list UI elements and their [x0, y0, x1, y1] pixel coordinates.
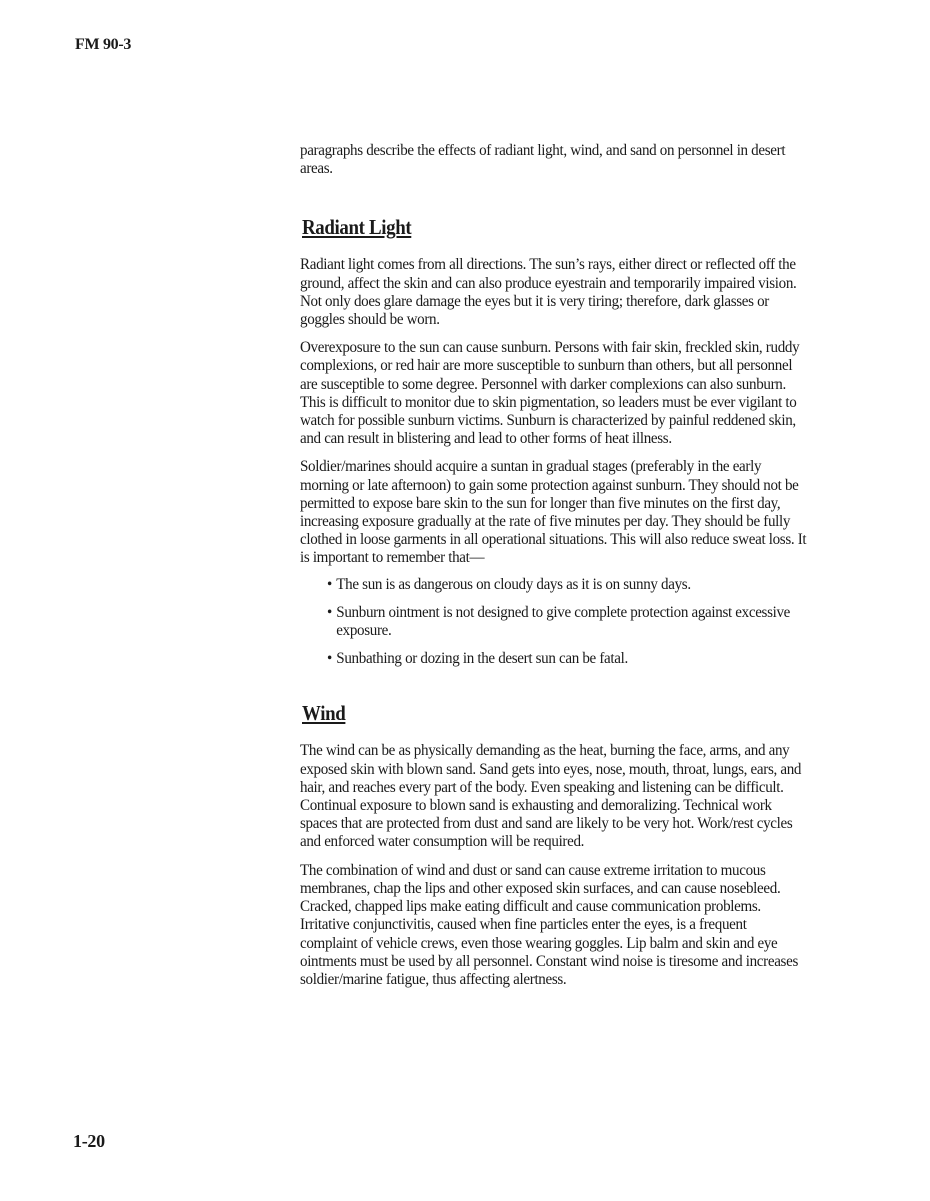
list-item: [327, 649, 811, 667]
radiant-light-paragraph: Soldier/marines should acquire a suntan in gradual stages (preferably in the early morning or late afternoon) to gain some protection against sunburn. They should not be permitted to expose bare skin to the sun for longer than five minutes on the first day, increasing exposure gradually at the rate of five minutes per day. They should be fully clothed in loose garments in all operational situations. This will also reduce sweat loss. It is important to remember that—: [300, 457, 807, 567]
page-number: 1-20: [73, 1131, 105, 1151]
bullet-icon: •: [327, 574, 332, 593]
bullet-icon: •: [327, 649, 332, 668]
bullet-text: Sunburn ointment is not designed to give complete protection against excessive exposure.: [336, 602, 791, 640]
list-item: [327, 575, 811, 593]
radiant-light-paragraph: Radiant light comes from all directions. The sun’s rays, either direct or reflected off the ground, affect the skin and can also produce eyestrain and temporarily impaired vision. Not only does glare damage the eyes but it is very tiring; therefore, dark glasses or goggles should be worn.: [300, 255, 797, 329]
wind-heading: Wind: [302, 701, 346, 726]
bullet-text: The sun is as dangerous on cloudy days as it is on sunny days.: [336, 574, 691, 593]
radiant-light-paragraph: Overexposure to the sun can cause sunburn. Persons with fair skin, freckled skin, ruddy complexions, or red hair are more susceptible to sunburn than others, but all personnel are susceptible to some degree. Personnel with darker complexions can also sunburn. This is difficult to monitor due to skin pigmentation, so leaders must be ever vigilant to watch for possible sunburn victims. Sunburn is characterized by painful reddened skin, and can result in blistering and lead to other forms of heat illness.: [300, 338, 800, 448]
sunburn-bullet-list: [327, 575, 805, 668]
intro-paragraph: paragraphs describe the effects of radiant light, wind, and sand on personnel in desert areas.: [300, 141, 786, 178]
list-item: [327, 603, 811, 639]
wind-paragraph: The combination of wind and dust or sand can cause extreme irritation to mucous membranes, chap the lips and other exposed skin surfaces, and can cause nosebleed. Cracked, chapped lips make eating difficult and cause communication problems. Irritative conjunctivitis, caused when fine particles enter the eyes, is a frequent complaint of vehicle crews, even those wearing goggles. Lip balm and skin and eye ointments must be used by all personnel. Constant wind noise is tiresome and increases soldier/marine fatigue, thus affecting alertness.: [300, 860, 798, 988]
document-header-id: FM 90-3: [75, 36, 132, 53]
main-content: [300, 141, 805, 998]
bullet-icon: •: [327, 602, 332, 621]
radiant-light-heading: Radiant Light: [302, 215, 412, 240]
bullet-text: Sunbathing or dozing in the desert sun can be fatal.: [336, 649, 628, 668]
wind-paragraph: The wind can be as physically demanding as the heat, burning the face, arms, and any exposed skin with blown sand. Sand gets into eyes, nose, mouth, throat, lungs, ears, and hair, and reaches every part of the body. Even speaking and listening can be difficult. Continual exposure to blown sand is exhausting and demoralizing. Technical work spaces that are protected from dust and sand are likely to be very hot. Work/rest cycles and enforced water consumption will be required.: [300, 741, 802, 851]
